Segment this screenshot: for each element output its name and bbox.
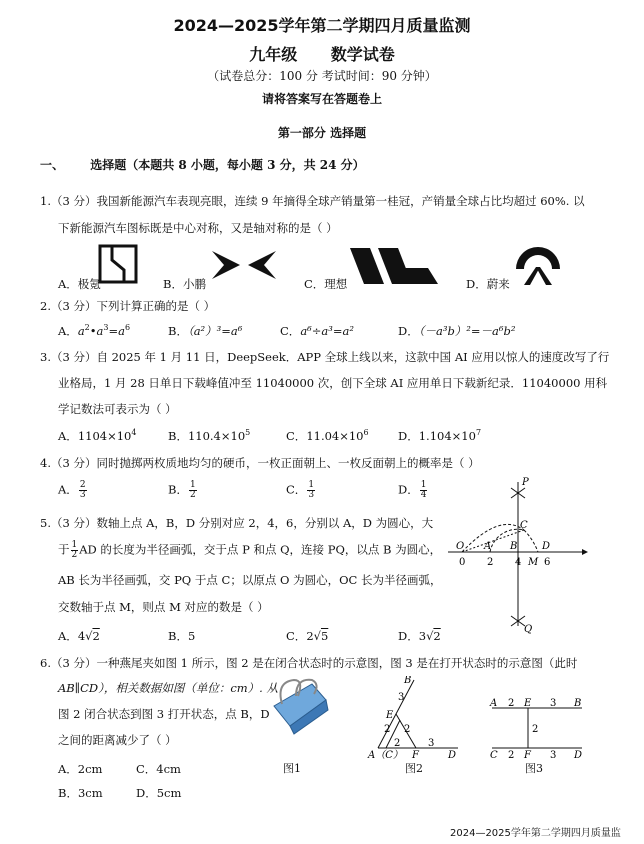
q6-line3: 图 2 闭合状态到图 3 打开状态，点 B，D <box>58 707 270 721</box>
fig2-label-a: A（C） <box>368 750 403 761</box>
binder-clip-figure <box>268 676 332 738</box>
fig3-label-c: C <box>490 750 498 760</box>
fig3-num-2: 2 <box>508 698 515 709</box>
q5-line2: 于 $\frac{1}{2}$ AD 的长度为半径画弧，交于点 P 和点 Q，连接 PQ，以点 B 为圆心， <box>58 540 442 560</box>
page-footer: 2024—2025学年第二学期四月质量监 <box>450 828 621 839</box>
q1-option-d[interactable]: D．蔚来 <box>466 277 510 291</box>
q3-option-a[interactable]: A．$1104\times 10^4$ <box>58 428 137 443</box>
q2-stem: 2.（3 分）下列计算正确的是（ ） <box>40 299 216 313</box>
q1-line2: 下新能源汽车图标既是中心对称，又是轴对称的是（ ） <box>58 221 338 235</box>
q2-option-a[interactable]: A．$a^2•a^3=a^6$ <box>58 323 131 338</box>
q5-line3: AB 长为半径画弧，交 PQ 于点 C；以原点 O 为圆心，OC 长为半径画弧， <box>58 573 442 587</box>
fig3-num-2c: 2 <box>508 750 515 760</box>
fig2-label-d: D <box>448 750 457 761</box>
q3-line1: 3.（3 分）自 2025 年 1 月 11 日，DeepSeek．APP 全球上线以来，这款中国 AI 应用以惊人的速度改写了行 <box>40 350 610 364</box>
q6-line2: AB∥CD），相关数据如图（单位：cm）. 从 <box>58 681 278 695</box>
q1-option-c[interactable]: C．理想 <box>304 277 348 291</box>
fig2-label-f: F <box>412 750 419 761</box>
fig2-num-3b: 3 <box>428 738 435 749</box>
fig3-label-f: F <box>524 750 531 760</box>
exam-meta: （试卷总分：100 分 考试时间：90 分钟） <box>207 69 437 83</box>
q3-option-b[interactable]: B．$110.4\times 10^5$ <box>168 428 251 443</box>
q3-line2: 业格局，1 月 28 日单日下载峰值冲至 11040000 次，创下全球 AI 应用单日下载新纪录．11040000 用科 <box>58 376 608 390</box>
fig2-label-b: B <box>404 676 412 686</box>
q1-option-a[interactable]: A．极氪 <box>58 277 101 291</box>
section-heading <box>40 156 365 173</box>
label-c: C <box>520 520 528 531</box>
tick-6: 6 <box>544 557 551 568</box>
q2-option-c[interactable]: C．a⁶÷a³=a² <box>280 324 354 338</box>
q6-option-c[interactable]: C．4cm <box>136 762 181 776</box>
part-heading: 第一部分 选择题 <box>277 126 367 140</box>
answer-notice: 请将答案写在答题卷上 <box>261 92 382 106</box>
q6-line4: 之间的距离减少了（ ） <box>58 733 177 747</box>
figure-2-label: 图2 <box>405 762 423 775</box>
q3-line3: 学记数法可表示为（ ） <box>58 402 177 416</box>
exam-title: 2024—2025学年第二学期四月质量监测 <box>173 16 471 35</box>
logo-xpeng-icon <box>210 247 278 283</box>
q3-option-c[interactable]: C．$11.04\times 10^6$ <box>286 428 369 443</box>
fig3-label-b: B <box>574 698 582 709</box>
closed-clip-figure <box>364 676 464 762</box>
fig2-num-2c: 2 <box>394 738 401 749</box>
fig3-label-e: E <box>524 698 532 709</box>
logo-lixiang-icon <box>348 246 440 286</box>
tick-2: 2 <box>487 557 494 568</box>
q2-option-d[interactable]: D．（－a³b）²=－a⁶b² <box>398 324 516 338</box>
fig2-num-3a: 3 <box>398 692 405 703</box>
q5-option-a[interactable]: A．4√2 <box>58 629 100 643</box>
q5-line4: 交数轴于点 M，则点 M 对应的数是（ ） <box>58 600 269 614</box>
label-a: A <box>484 541 492 552</box>
q4-stem: 4.（3 分）同时抛掷两枚质地均匀的硬币，一枚正面朝上、一枚反面朝上的概率是（ ） <box>40 456 480 470</box>
label-d: D <box>542 541 551 552</box>
q4-option-c[interactable]: C． $\frac{1}{3}$ <box>286 480 315 500</box>
q6-option-a[interactable]: A．2cm <box>58 762 103 776</box>
q1-option-b[interactable]: B．小鹏 <box>163 277 206 291</box>
figure-3-label: 图3 <box>525 762 543 775</box>
label-m: M <box>528 557 539 568</box>
open-clip-figure <box>484 694 584 760</box>
q5-option-d[interactable]: D．3√2 <box>398 629 441 643</box>
label-b: B <box>510 541 518 552</box>
q4-option-b[interactable]: B． $\frac{1}{2}$ <box>168 480 196 500</box>
fig2-num-2b: 2 <box>404 724 411 735</box>
q6-line1: 6.（3 分）一种燕尾夹如图 1 所示，图 2 是在闭合状态时的示意图，图 3 是在打开状态时的示意图（此时 <box>40 656 578 670</box>
fig3-num-2m: 2 <box>532 724 539 735</box>
q5-number-line-figure <box>440 474 590 634</box>
q1-line1: 1.（3 分）我国新能源汽车表现亮眼，连续 9 年摘得全球产销量第一桂冠，产销量全球占比均超过 60%. 以 <box>40 194 585 208</box>
section-title: 选择题（本题共 8 小题，每小题 3 分，共 24 分） <box>90 158 365 172</box>
q3-option-d[interactable]: D．$1.104\times 10^7$ <box>398 428 482 443</box>
tick-0: 0 <box>459 557 466 568</box>
tick-4: 4 <box>515 557 522 568</box>
label-o: O <box>456 541 465 552</box>
fig3-num-3: 3 <box>550 698 557 709</box>
q5-option-b[interactable]: B．5 <box>168 629 196 643</box>
fig3-label-a: A <box>490 698 498 709</box>
q5-line1: 5.（3 分）数轴上点 A，B，D 分别对应 2，4，6，分别以 A，D 为圆心，大 <box>40 516 434 530</box>
q6-option-b[interactable]: B．3cm <box>58 786 103 800</box>
fig2-num-2a: 2 <box>384 724 391 735</box>
figure-1-label: 图1 <box>283 762 301 775</box>
q6-option-d[interactable]: D．5cm <box>136 786 182 800</box>
fig2-label-e: E <box>386 710 394 721</box>
section-number: 一、 <box>40 158 65 172</box>
q4-option-d[interactable]: D． $\frac{1}{4}$ <box>398 480 427 500</box>
q5-option-c[interactable]: C．2√5 <box>286 629 329 643</box>
exam-subtitle: 九年级 数学试卷 <box>249 45 395 64</box>
q2-option-b[interactable]: B．（a²）³=a⁶ <box>168 324 243 338</box>
fig3-label-d: D <box>574 750 583 760</box>
logo-zeekr-icon <box>98 244 140 286</box>
label-q: Q <box>524 624 533 634</box>
logo-nio-icon <box>512 241 564 287</box>
label-p: P <box>522 477 529 488</box>
fig3-num-3c: 3 <box>550 750 557 760</box>
q4-option-a[interactable]: A． $\frac{2}{3}$ <box>58 480 86 500</box>
